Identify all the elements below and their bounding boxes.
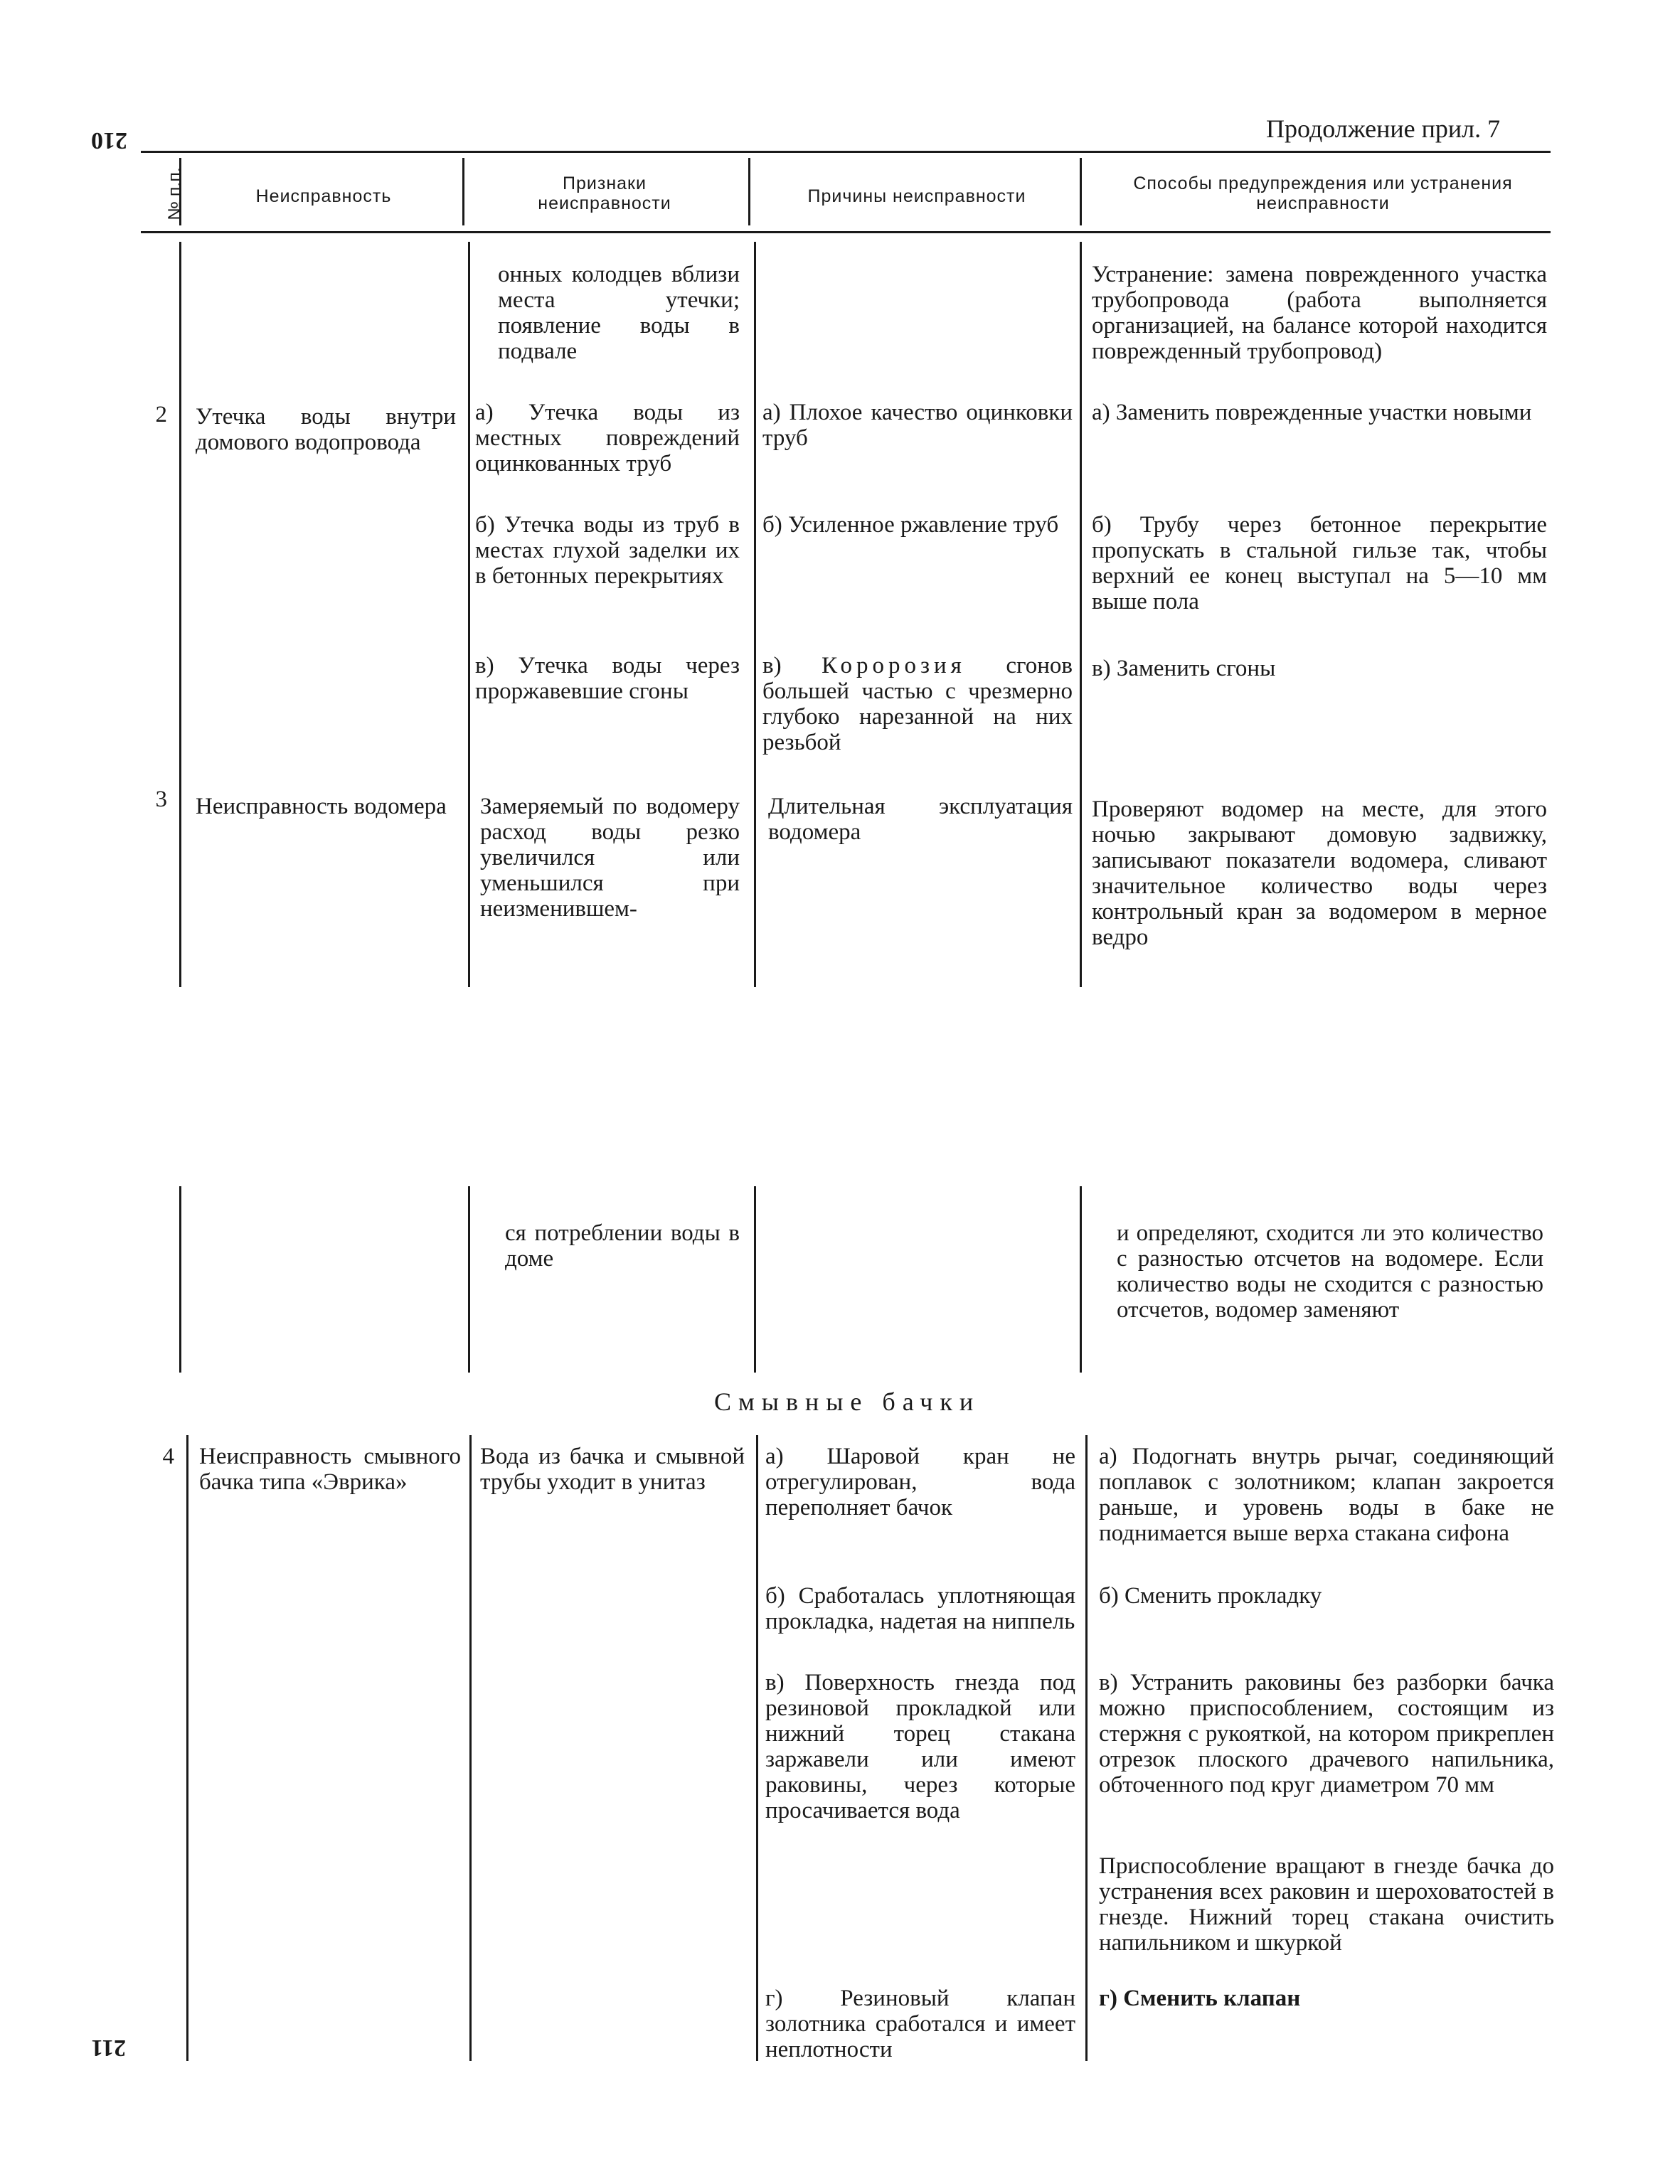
page-number-bottom: 211 [91,2035,127,2061]
section-title: Смывные бачки [714,1387,981,1416]
cont2-signs: ся потреблении воды в доме [505,1220,740,1272]
row2-a-causes: а) Плохое качество оцинковки труб [762,400,1073,451]
row2-b-signs: б) Утечка воды из труб в местах глухой заделки их в бетонных перекрытиях [475,512,740,589]
col-divider [756,1435,758,2061]
row4-a-causes: а) Шаровой кран не отрегулирован, вода переполняет бачок [765,1444,1075,1520]
header-remedies: Способы предупреждения или устранения неисправности [1133,174,1513,213]
header-num: № п.п. [164,167,185,220]
col-divider [179,242,181,987]
row2-b-causes: б) Усиленное ржавление труб [762,512,1059,538]
row4-v-remedies-note: Приспособление вращают в гнезде бачка до устранения всех раковин и шероховатостей в гнезде. Нижний торец стакана очистить напильником и шкуркой [1099,1853,1554,1956]
col-divider [462,158,464,225]
col-divider [1080,158,1082,225]
cont2-remedies: и определяют, сходится ли это количество с разностью отсчетов на водомере. Если количество воды не сходится с разностью отсчетов, водомер заменяют [1117,1220,1543,1323]
row2-b-remedies: б) Трубу через бетонное перекрытие пропускать в стальной гильзе так, чтобы верхний ее конец выступал на 5—10 мм выше пола [1092,512,1547,614]
col-divider [1080,1186,1082,1373]
row4-b-causes: б) Сработалась уплотняющая прокладка, надетая на ниппель [765,1583,1075,1634]
row3-causes: Длительная эксплуатация водомера [768,794,1073,845]
header-signs: Признаки неисправности [538,174,671,213]
emphasis-word: Коророзия [822,653,966,678]
row-number: 3 [155,787,167,812]
col-divider [1085,1435,1088,2061]
row2-a-signs: а) Утечка воды из местных повреждений оцинкованных труб [475,400,740,476]
row2-a-remedies: а) Заменить поврежденные участки новыми [1092,400,1532,425]
header-bottom-rule [141,231,1551,233]
col-divider [754,1186,756,1373]
row4-a-remedies: а) Подогнать внутрь рычаг, соединяющий поплавок с золотником; клапан закроется раньше, и уровень воды в баке не поднимается выше верха стакана сифона [1099,1444,1554,1546]
col-divider [468,1186,470,1373]
row3-signs: Замеряемый по водомеру расход воды резко увеличился или уменьшился при неизменившем- [480,794,740,922]
row4-b-remedies: б) Сменить прокладку [1099,1583,1322,1609]
row2-v-causes: в) Коророзия сгонов большей частью с чрезмерно глубоко нарезанной на них резьбой [762,653,1073,755]
col-divider [179,1186,181,1373]
header-top-rule [141,151,1551,153]
row4-g-remedies: г) Сменить клапан [1099,1986,1301,2011]
row4-signs: Вода из бачка и смывной трубы уходит в унитаз [480,1444,745,1495]
col-divider [469,1435,472,2061]
col-divider [1080,242,1082,987]
row3-fault: Неисправность водомера [196,794,447,819]
continuation-label: Продолжение прил. 7 [1266,114,1501,143]
row-number: 4 [162,1444,174,1469]
col-divider [186,1435,188,2061]
row4-v-remedies: в) Устранить раковины без разборки бачка можно приспособлением, состоящим из стержня с рукояткой, на котором прикреплен отрезок плоского драчевого напильника, обточенного под круг диаметром 70 мм [1099,1670,1554,1798]
page-number-top: 210 [91,127,127,154]
header-fault: Неисправность [255,186,392,206]
row2-v-remedies: в) Заменить сгоны [1092,656,1276,681]
row4-v-causes: в) Поверхность гнезда под резиновой прокладкой или нижний торец стакана заржавели или имеют раковины, через которые просачивается вода [765,1670,1075,1823]
row4-fault: Неисправность смывного бачка типа «Эврика» [199,1444,461,1495]
row3-remedies: Проверяют водомер на месте, для этого ночью закрывают домовую задвижку, записывают показатели водомера, сливают значительное количество воды через контрольный кран за водомером в мерное ведро [1092,797,1547,950]
row2-v-signs: в) Утечка воды через проржавевшие сгоны [475,653,740,704]
header-causes: Причины неисправности [807,186,1026,206]
cont-remedies: Устранение: замена поврежденного участка трубопровода (работа выполняется организацией, на балансе которой находится поврежденный трубопровод) [1092,262,1547,364]
col-divider [754,242,756,987]
row-number: 2 [155,402,167,427]
row2-fault: Утечка воды внутри домового водопровода [196,404,456,455]
row4-g-causes: г) Резиновый клапан золотника сработался и имеет неплотности [765,1986,1075,2062]
cont-signs: онных колодцев вблизи места утечки; появление воды в подвале [498,262,740,364]
col-divider [748,158,750,225]
col-divider [468,242,470,987]
